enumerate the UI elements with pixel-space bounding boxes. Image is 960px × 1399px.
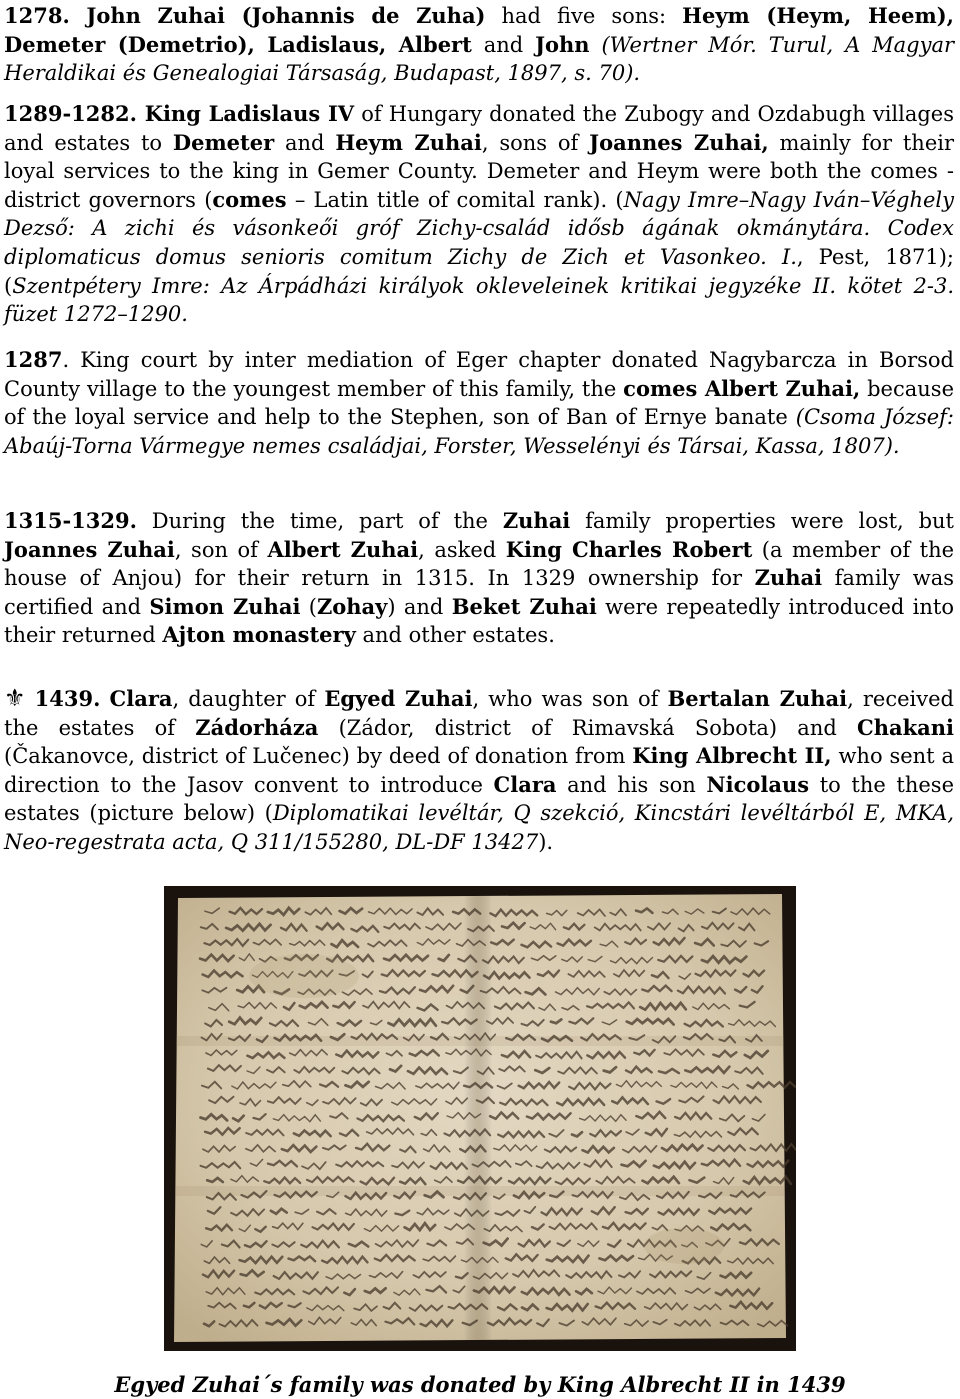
bold-text: Demeter xyxy=(172,129,275,155)
bold-text: Bertalan Zuhai xyxy=(667,686,848,711)
bold-text: Joannes Zuhai xyxy=(4,536,175,562)
body-text: (Zádor, district of Rimavská Sobota) and xyxy=(318,715,858,740)
bold-text: King Charles Robert xyxy=(505,536,753,562)
body-text: (a member of the house of Anjou) for their return in 1315. In 1329 ownership for xyxy=(4,537,955,591)
body-text: During the time, part of the xyxy=(136,509,503,533)
body-text: , daughter of xyxy=(172,687,325,711)
citation-text: (Csoma József: Abaúj-Torna Vármegye nemes családjai, Forster, Wesselényi és Társai, Kassa, 1807). xyxy=(4,405,954,458)
body-text: . King court by inter mediation of Eger chapter donated Nagybarcza in Borsod County village to the youngest member of this family, the xyxy=(4,348,954,401)
bold-text: Beket Zuhai xyxy=(451,593,597,619)
body-text: had five sons: xyxy=(485,4,683,28)
bold-text: 1289-1282. King Ladislaus IV xyxy=(4,101,355,126)
body-text: and xyxy=(274,130,336,155)
body-text: , received the estates of xyxy=(4,687,954,740)
bold-text: Zohay xyxy=(316,593,388,619)
body-text: , son of xyxy=(174,537,268,562)
paragraph-1278 xyxy=(4,2,954,88)
bold-text: Joannes Zuhai, xyxy=(589,129,769,155)
paragraph-1315-1329 xyxy=(4,507,954,650)
bold-text: Egyed Zuhai xyxy=(324,686,473,711)
body-text: because of the loyal service and help to the Stephen, son of Ban of Ernye banate xyxy=(4,376,954,430)
body-text: and xyxy=(471,32,536,57)
body-text: of Hungary donated the Zubogy and Ozdabugh villages and estates to xyxy=(4,102,955,155)
bold-text: Clara xyxy=(109,686,173,711)
body-text: , Pest, 1871); ( xyxy=(4,244,954,298)
bold-text: Zádorháza xyxy=(195,714,319,740)
bold-text: Nicolaus xyxy=(706,771,810,797)
citation-text: Szentpétery Imre: Az Árpádházi királyok okleveleinek kritikai jegyzéke II. kötet 2-3. füzet 1272–1290. xyxy=(4,273,954,327)
bold-text: 1287 xyxy=(4,347,63,372)
citation-text: (Wertner Mór. Turul, A Magyar Heraldikai és Genealogiai Társaság, Budapast, 1897, s. 70). xyxy=(4,32,955,86)
fleur-de-lis-icon: ⚜ xyxy=(4,684,26,712)
paragraph-1287 xyxy=(4,346,954,460)
body-text: ). xyxy=(538,829,554,854)
body-text: who sent a direction to the Jasov convent to introduce xyxy=(4,744,954,797)
body-text: ( xyxy=(300,594,317,619)
body-text xyxy=(100,687,109,711)
bold-text: Heym (Heym, Heem), Demeter (Demetrio), Ladislaus, Albert xyxy=(4,3,954,57)
bold-text: 1439. xyxy=(34,686,101,711)
bold-text: Heym Zuhai xyxy=(335,129,482,155)
bold-text: 1315-1329. xyxy=(4,508,137,533)
medieval-charter-image xyxy=(164,886,796,1351)
figure-caption: Egyed Zuhai´s family was donated by King Albrecht II in 1439 xyxy=(114,1372,846,1397)
bold-text: Zuhai xyxy=(754,565,823,591)
bold-text: Clara xyxy=(493,771,557,797)
bold-text: King Albrecht II, xyxy=(632,743,832,769)
bold-text: Chakani xyxy=(857,714,955,740)
body-text: , asked xyxy=(418,537,506,562)
bold-text: Simon Zuhai xyxy=(149,593,301,619)
body-text: mainly for their loyal services to the king in Gemer County. Demeter and Heym were both the comes - district governors ( xyxy=(4,130,955,212)
bold-text: comes Albert Zuhai, xyxy=(623,375,861,401)
body-text: – Latin title of comital rank). ( xyxy=(286,187,624,212)
paragraph-1289-1282 xyxy=(4,100,954,329)
body-text: and his son xyxy=(556,772,707,797)
body-text: , sons of xyxy=(481,130,590,155)
citation-text: Nagy Imre–Nagy Iván–Véghely Dezső: A zichi és vásonkeői gróf Zichy-család idősb ágának okmánytára. Codex diplomaticus domus senioris comitum Zichy de Zich et Vasonkeo. I. xyxy=(4,187,954,269)
body-text: were repeatedly introduced into their returned xyxy=(4,594,954,648)
body-text: ) and xyxy=(387,594,452,619)
bold-text: Albert Zuhai xyxy=(267,536,419,562)
body-text: family properties were lost, but xyxy=(570,509,954,533)
body-text xyxy=(590,33,602,57)
body-text: , who was son of xyxy=(472,687,668,711)
bold-text: Zuhai xyxy=(502,508,571,533)
bold-text: Ajton monastery xyxy=(162,622,356,648)
paragraph-1439 xyxy=(4,684,954,857)
bold-text: 1278. John Zuhai (Johannis de Zuha) xyxy=(4,3,486,28)
body-text: family was certified and xyxy=(4,566,954,619)
body-text: and other estates. xyxy=(355,623,555,648)
bold-text: comes xyxy=(212,186,287,212)
citation-text: Diplomatikai levéltár, Q szekció, Kincstári levéltárból E, MKA, Neo-regestrata acta, Q 311/155280, DL-DF 13427 xyxy=(4,801,955,854)
body-text: to the these estates (picture below) ( xyxy=(4,772,954,826)
bold-text: John xyxy=(535,31,590,57)
body-text: (Čakanovce, district of Lučenec) by deed of donation from xyxy=(4,744,633,769)
